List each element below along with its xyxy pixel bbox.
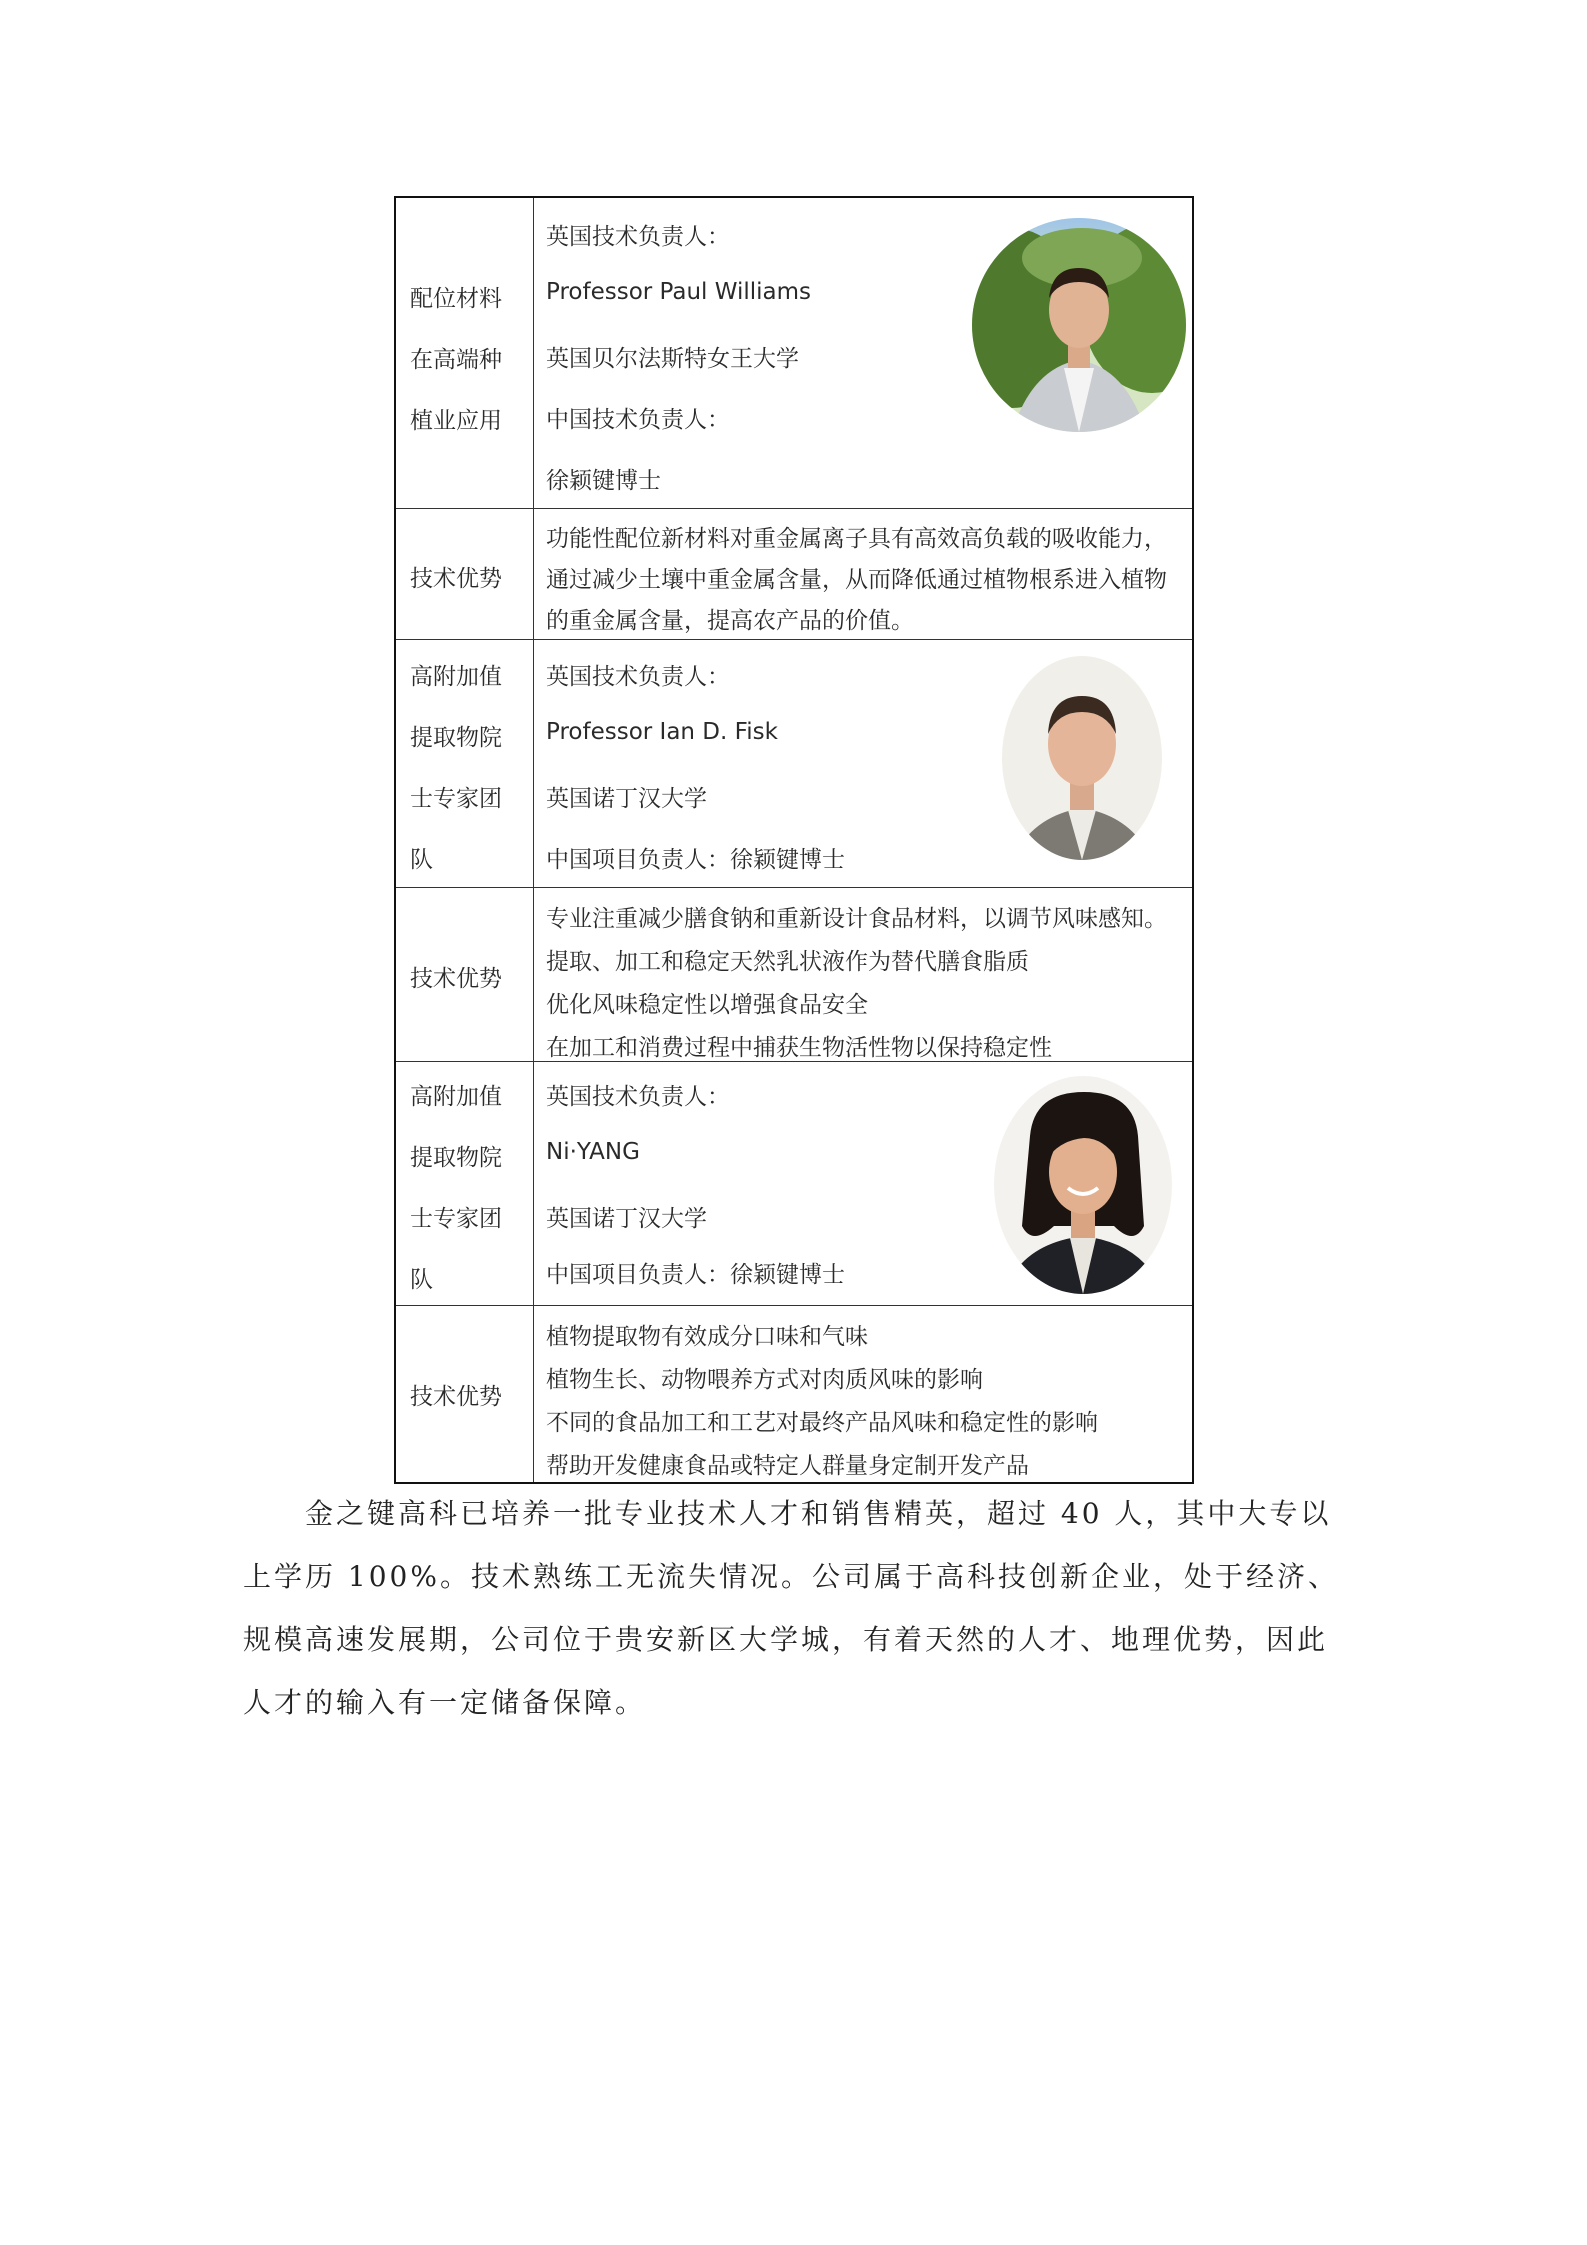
row-label-cell: [396, 198, 534, 508]
content-line: 英国技术负责人：: [546, 664, 730, 690]
paragraph-line: 人才的输入有一定储备保障。: [243, 1686, 647, 1719]
row-label-line: 在高端种: [410, 347, 502, 373]
row-label-cell: [396, 1062, 534, 1305]
content-line: 优化风味稳定性以增强食品安全: [546, 992, 868, 1018]
row-label-line: 士专家团: [410, 1206, 502, 1232]
row-label-cell: [396, 888, 534, 1061]
content-line: Ni·YANG: [546, 1139, 640, 1165]
row-label-cell: [396, 640, 534, 887]
row-label-line: 高附加值: [410, 664, 502, 690]
paragraph-line: 上学历 100%。技术熟练工无流失情况。公司属于高科技创新企业，处于经济、: [243, 1560, 1339, 1593]
content-line: 英国技术负责人：: [546, 224, 730, 250]
table-row: [396, 888, 1192, 1062]
row-label-line: 提取物院: [410, 1145, 502, 1171]
row-label-line: 士专家团: [410, 786, 502, 812]
content-line: 提取、加工和稳定天然乳状液作为替代膳食脂质: [546, 949, 1029, 975]
row-label-cell: [396, 509, 534, 639]
content-line: 功能性配位新材料对重金属离子具有高效高负载的吸收能力，: [546, 526, 1167, 552]
row-label-line: 队: [410, 847, 433, 873]
paragraph-line: 规模高速发展期，公司位于贵安新区大学城，有着天然的人才、地理优势，因此: [243, 1623, 1329, 1656]
row-label-line: 提取物院: [410, 725, 502, 751]
content-line: 英国诺丁汉大学: [546, 1206, 707, 1232]
content-line: 徐颖键博士: [546, 468, 661, 494]
expert-table: [394, 196, 1194, 1484]
content-line: Professor Paul Williams: [546, 279, 812, 305]
table-row: [396, 509, 1192, 640]
table-row: [396, 198, 1192, 509]
content-line: 植物生长、动物喂养方式对肉质风味的影响: [546, 1367, 983, 1393]
row-label-cell: [396, 1306, 534, 1482]
content-line: 的重金属含量，提高农产品的价值。: [546, 608, 914, 634]
content-line: 中国项目负责人：徐颖键博士: [546, 1262, 845, 1288]
table-row: [396, 640, 1192, 888]
content-line: 在加工和消费过程中捕获生物活性物以保持稳定性: [546, 1035, 1052, 1061]
content-line: 英国技术负责人：: [546, 1084, 730, 1110]
expert-photo: [994, 1076, 1172, 1294]
row-label-line: 高附加值: [410, 1084, 502, 1110]
row-label-line: 技术优势: [410, 566, 502, 592]
row-label-line: 技术优势: [410, 966, 502, 992]
row-content-cell: [534, 509, 1192, 639]
content-line: 植物提取物有效成分口味和气味: [546, 1324, 868, 1350]
content-line: 中国技术负责人：: [546, 407, 730, 433]
row-content-cell: [534, 888, 1192, 1061]
paragraph-line: 金之键高科已培养一批专业技术人才和销售精英，超过 40 人，其中大专以: [305, 1497, 1332, 1530]
content-line: 中国项目负责人：徐颖键博士: [546, 847, 845, 873]
row-label-line: 植业应用: [410, 408, 502, 434]
row-label-line: 队: [410, 1267, 433, 1293]
content-line: 专业注重减少膳食钠和重新设计食品材料，以调节风味感知。: [546, 906, 1167, 932]
content-line: 不同的食品加工和工艺对最终产品风味和稳定性的影响: [546, 1410, 1098, 1436]
table-row: [396, 1062, 1192, 1306]
table-row: [396, 1306, 1192, 1482]
expert-photo: [1002, 656, 1162, 860]
row-content-cell: [534, 1306, 1192, 1482]
content-line: 英国贝尔法斯特女王大学: [546, 346, 799, 372]
content-line: Professor Ian D. Fisk: [546, 719, 778, 745]
row-label-line: 技术优势: [410, 1384, 502, 1410]
content-line: 帮助开发健康食品或特定人群量身定制开发产品: [546, 1453, 1029, 1479]
content-line: 英国诺丁汉大学: [546, 786, 707, 812]
content-line: 通过减少土壤中重金属含量，从而降低通过植物根系进入植物: [546, 567, 1167, 593]
row-label-line: 配位材料: [410, 286, 502, 312]
expert-photo: [972, 218, 1186, 432]
